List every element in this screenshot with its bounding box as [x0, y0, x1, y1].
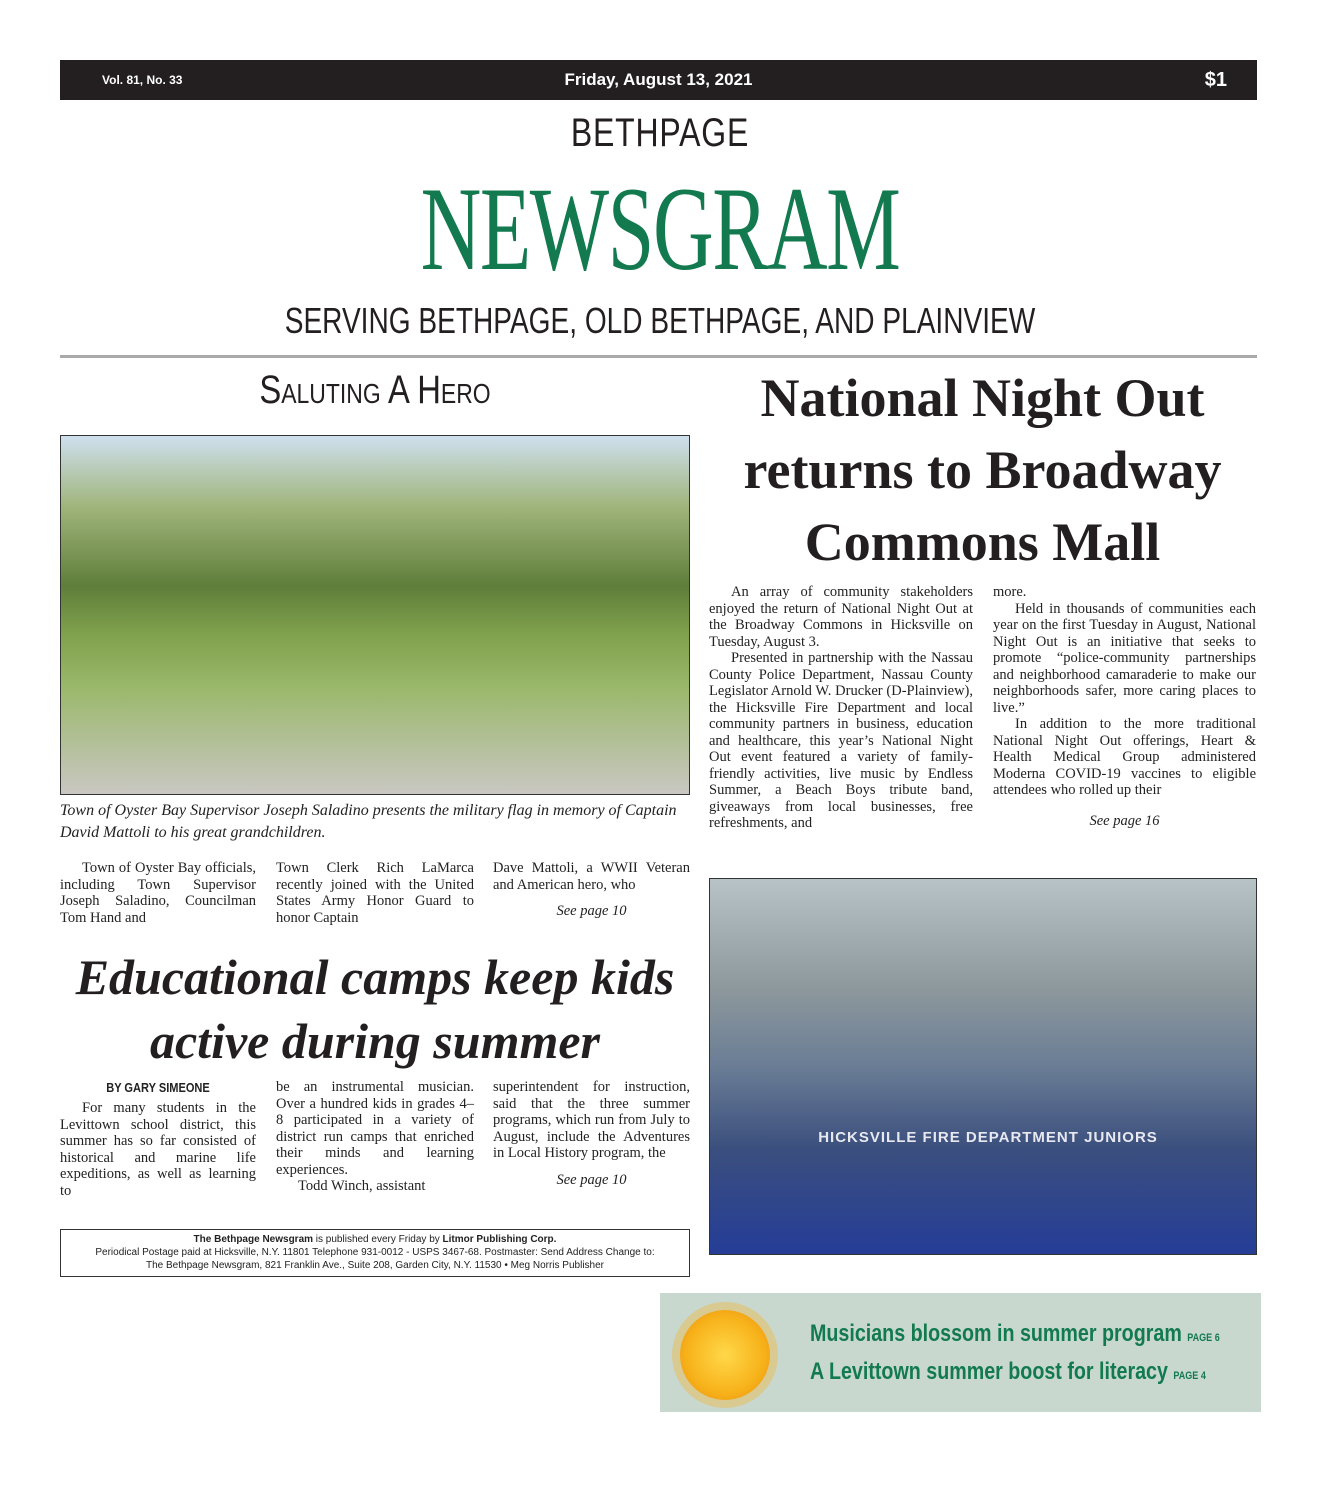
hero-headline: Saluting A Hero [259, 368, 491, 412]
hero-photo [60, 435, 690, 795]
issue-date: Friday, August 13, 2021 [564, 70, 753, 89]
teaser-1[interactable]: Musicians blossom in summer program PAGE 6 [810, 1320, 1220, 1347]
edu-col-2: be an instrumental musician. Over a hundred kids in grades 4–8 participated in a variety of district run camps that enriched their minds and learning experiences. Todd Winch, assistant [276, 1079, 474, 1194]
hero-col-3: Dave Mattoli, a WWII Veteran and American hero, who See page 10 [493, 860, 690, 919]
masthead-logo: NEWSGRAM [420, 162, 900, 295]
publisher-mid: is published every Friday by [313, 1234, 443, 1245]
divider [60, 355, 1257, 358]
publisher-line-2: Periodical Postage paid at Hicksville, N.Y. 11801 Telephone 931-0012 - USPS 3467-68. Postmaster: Send Address Change to: [95, 1247, 655, 1258]
hero-col-1: Town of Oyster Bay officials, including Town Supervisor Joseph Saladino, Councilman Tom Hand and [60, 860, 256, 926]
top-bar [60, 60, 1257, 100]
hero-caption: Town of Oyster Bay Supervisor Joseph Saladino presents the military flag in memory of Captain David Mattoli to his great grandchildren. [60, 802, 677, 841]
teaser-2[interactable]: A Levittown summer boost for literacy PAGE 4 [810, 1358, 1206, 1385]
publisher-corp: Litmor Publishing Corp. [442, 1234, 557, 1245]
edu-col-3: superintendent for instruction, said that the three summer programs, which run from July to August, include the Adventures in Local History program, the See page 10 [493, 1079, 690, 1188]
photo-banner-text: HICKSVILLE FIRE DEPARTMENT JUNIORS [818, 1129, 1158, 1146]
nno-col-1: An array of community stakeholders enjoyed the return of National Night Out at the Broadway Commons in Hicksville on Tuesday, August 3. Presented in partnership with the Nassau County Police Department, Nassau County Legislator Arnold W. Drucker (D-Plainview), the Hicksville Fire Department and local community partners in business, education and healthcare, this year’s National Night Out event featured a variety of family-friendly activities, live music by Endless Summer, a Beach Boys tribute band, giveaways from local businesses, free refreshments, and [709, 584, 973, 831]
publisher-line-3: The Bethpage Newsgram, 821 Franklin Ave., Suite 208, Garden City, N.Y. 11530 • Meg Norris Publisher [146, 1260, 604, 1271]
publisher-box [60, 1229, 690, 1277]
masthead-tagline: SERVING BETHPAGE, OLD BETHPAGE, AND PLAINVIEW [284, 300, 1036, 341]
volume-number: Vol. 81, No. 33 [102, 73, 183, 87]
fire-juniors-photo [709, 878, 1257, 1255]
edu-col-1: BY GARY SIMEONE For many students in the Levittown school district, this summer has so far consisted of historical and marine life expeditions, as well as learning to [60, 1080, 256, 1199]
edu-jump[interactable]: See page 10 [556, 1171, 627, 1188]
publisher-name: The Bethpage Newsgram [193, 1234, 314, 1245]
hero-col-2: Town Clerk Rich LaMarca recently joined with the United States Army Honor Guard to honor Captain [276, 860, 474, 926]
nno-col-2: more. Held in thousands of communities each year on the first Tuesday in August, National Night Out is an initiative that seeks to promote “police-community partnerships and neighborhood camaraderie to make our neighborhoods safer, more caring places to live.” In addition to the more traditional National Night Out offerings, Heart & Health Medical Group administered Moderna COVID-19 vaccines to eligible attendees who rolled up their See page 16 [993, 584, 1256, 829]
nno-headline: National Night Out returns to Broadway Commons Mall [743, 368, 1222, 572]
masthead-town: BETHPAGE [570, 111, 750, 155]
byline: BY GARY SIMEONE [106, 1080, 210, 1095]
sun-icon [680, 1310, 770, 1400]
price: $1 [1204, 69, 1227, 91]
hero-jump[interactable]: See page 10 [556, 903, 627, 919]
edu-headline: Educational camps keep kids active during summer [75, 949, 675, 1069]
nno-jump[interactable]: See page 16 [1089, 812, 1160, 829]
